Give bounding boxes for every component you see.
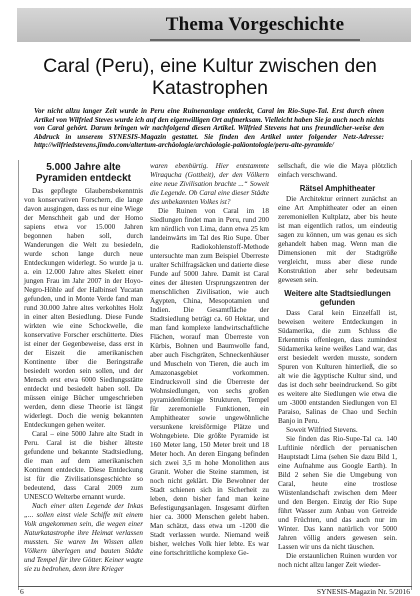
column-1 [24,162,143,574]
article-lead: Vor nicht allzu langer Zeit wurde in Peru eine Ruinenanlage entdeckt, Caral im Rio-Supe-Tal. Erst durch einen Artikel von Wilfried Steves wurde ich auf den eigenwilligen Ort aufmerksam. Vielleicht haben Sie ja auch noch nichts von Caral gehört. Darum bringen wir nachfolgend diesen Artikel. Wilfried Stevens hat uns freundlicher-weise den Abdruck in unserem SYNESIS-Magazin gestattet. Sie finden den Artikel unter folgender Netz-Adresse: http://wilfriedstevens.jimdo.com/altertum-archäologie/archäologie-paläontologie/peru-alte-pyramide/ [34,107,384,150]
subheading-amphitheater: Rätsel Amphitheater [299,184,376,193]
subheading-settlements: Weitere alte Stadtsiedlungen gefunden [284,289,391,307]
article-headline: Caral (Peru), eine Kultur zwischen den Katastrophen [43,55,377,99]
section-title: Thema Vorgeschichte [165,14,345,35]
section-title-underline [150,39,360,41]
column-1-heading: 5.000 Jahre alte Pyramiden entdeckt [35,162,132,184]
column-3 [278,162,397,570]
column-3-paragraph-1: sellschaft, die wie die Maya plötzlich einfach verschwand. [278,162,397,179]
left-margin-rule [18,160,19,590]
column-2-paragraph-2: Die Ruinen von Caral im 18 Siedlungen findet man in Peru, rund 200 km nördlich von Lima, dann etwa 25 km landeinwärts im Tal des Rio Supe. Über die Radiokohlenstoff-Methode untersuchte man zum Beispiel Überreste uralter Schilfragsäcken und datierte diese Funde auf 5000 Jahre. Damit ist Caral eines der ältesten Ursprungszentren der menschlichen Zivilisation, wie auch Ägypten, China, Mesopotamien und Indien. Die Gesamtfläche der Stadtsiedlung beträgt ca. 60 Hektar, und man fand komplexe landwirtschaftliche Flächen, worauf man Überreste von Kürbis, Bohnen und Baumwolle fand, aber auch Fischgräten, Schneckenhäuser und Muscheln von Tieren, die auch im Amazonasgebiet vorkommen. Eindrucksvoll sind die Überreste der Wohnsiedlungen, von sechs großen pyramidenförmige Strukturen, Tempel für zeremonielle Funktionen, ein Amphitheater sowie ungewöhnliche versunkene kreisförmige Plätze und Wohngebiete. Die größte Pyramide ist 160 Meter lang, 150 Meter breit und 18 Meter hoch. An deren Eingang befinden sich zwei 3,5 m hohe Monolithen aus Granit. Woher die Steine stammen, ist noch nicht geklärt. Die Bewohner der Stadt schienen sich in Sicherheit zu leben, denn bisher fand man keine Befestigungsanlagen. Insgesamt dürften hier ca. 3000 Menschen gelebt haben. Man schätzt, dass etwa um -1200 die Stadt verlassen wurde. Niemand weiß bisher, welches Volk hier lebte. Es war eine fortschrittliche komplexe Ge- [150,207,269,557]
column-2 [150,162,269,558]
column-1-paragraph-2: Caral – eine 5000 Jahre alte Stadt in Peru. Caral ist die bisher älteste gefundene und bekannte Stadtsiedlung, die man auf dem amerikanischen Kontinent entdeckte. Diese Entdeckung ist für die Zivilisationsgeschichte so bedeutend, dass Caral 2009 zum UNESCO Welterbe ernannt wurde. [24,430,143,501]
right-margin-rule [411,160,412,590]
issue-label: SYNESIS-Magazin Nr. 5/2016 [316,587,410,596]
column-1-paragraph-1: Das gepflegte Glaubensbekenntnis von konservativen Forschern, die lange davon ausgingen, dass es nur eine Wiege der Menschheit gab und der Homo sapiens etwa vor 15.000 Jahren begonnen haben soll, durch Wanderungen die Welt zu besiedeln, wurde schon lange durch neue Entdeckungen widerlegt. So wurde ja u. a. ein 12.000 Jahre altes Skelett einer jungen Frau im Jahr 2007 in der Hoyo-Negro-Höhle auf der Halbinsel Yucatan gefunden, und in Monte Verde fand man rund 30.000 Jahre altes verkohltes Holz in einer alten Besiedlung. Diese Funde wirkten wie eine Schockwelle, die konservative Forscher erschütterte. Dies ist einer der Gegenbeweise, dass erst in der Eiszeit die amerikanischen Kontinente über die Beringstraße besiedelt worden sein sollen, und der Mensch erst etwa 6000 Siedlungsstätte entdeckt und besiedelt haben soll. Da müssen einige Bücher umgeschrieben werden, denn diese Theorie ist längst widerlegt. Doch die wenig bekannten Entdeckungen gehen weiter. [24,187,143,429]
column-1-legend-quote: Nach einer alten Legende der Inkas „... sollen einst viele Schiffe mit einem Volk angekommen sein, die wegen einer Naturkatastrophe ihre Heimat verlassen mussten. Sie waren Im Wissen allen Völkern überlegen und bauten Städte und Tempel für ihre Götter. Keiner wagte sie zu bedrohen, denn ihre Krieger [24,502,143,573]
column-3-paragraph-4: Soweit Wilfried Stevens. [286,426,358,434]
column-3-paragraph-5: Sie finden das Rio-Supe-Tal ca. 140 Luftlinie nördlich der peruanischen Hauptstadt Lima (sehen Sie dazu Bild 1, eine Aufnahme aus Google Earth). In Bild 2 sehen Sie die Umgebung von Caral, heute eine trostlose Wüstenlandschaft zwischen dem Meer und den Bergen. Einzig der Rio Supe führt Wasser zum Anbau von Getreide und Früchten, und das auch nur im Winter. Das kann natürlich vor 5000 Jahren völlig anders gewesen sein. Lassen wir uns da nicht täuschen. [278,435,397,551]
page-number: 6 [20,587,24,596]
column-3-paragraph-6: Die erstaunlichen Ruinen wurden vor noch nicht allzu langer Zeit wieder- [278,552,397,569]
column-3-paragraph-3: Dass Caral kein Einzelfall ist, beweisen weitere Entdeckungen in Südamerika, die zum Schluss die Erkenntnis offenlegen, dass zumindest Südamerika keine weißes Land war, das erst besiedelt werden musste, sondern Spuren von Kulturen hinterließ, die so alt wie die ägyptische Kultur sind, und das ist doch sehr beeindruckend. So gibt es weitere alte Siedlungen wie etwa die um -3000 entstanden Siedlungen von El Paraiso, Salinas de Chao und Sechín Banjo in Peru. [278,309,397,425]
column-3-paragraph-2: Die Architektur erinnert zunächst an eine Art Amphitheater oder an einen zeremoniellen Kultplatz, aber bis heute ist man eigentlich ratlos, um eindeutig sagen zu können, um was genau es sich gehandelt haben mag. Wenn man die Dimensionen mit der Stadtgröße vergleicht, muss aber diese runde Konstruktion aber sehr bedeutsam gewesen sein. [278,195,397,284]
column-2-paragraph-1: waren ebenbürtig. Hier entstammte Wiraqucha (Gottheit), der den Völkern eine neue Zivilisation brachte ...“ Soweit die Legende. Ob Caral eine dieser Städte des unbekannten Volkes ist? [150,162,269,206]
